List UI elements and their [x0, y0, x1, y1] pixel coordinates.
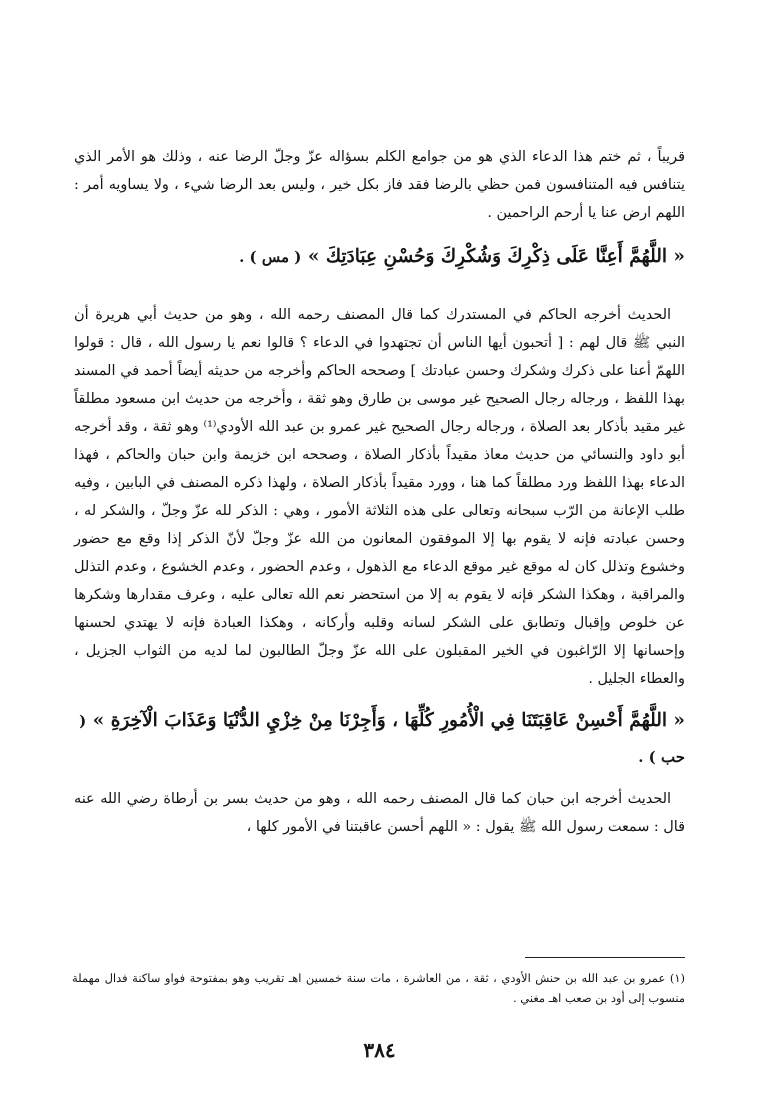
- paragraph-commentary-2: الحديث أخرجه ابن حبان كما قال المصنف رحمه الله ، وهو من حديث بسر بن أرطاة رضي الله عنه قال : سمعت رسول الله ﷺ يقول : « اللهم أحسن عاقبتنا في الأمور كلها ،: [74, 791, 685, 835]
- paragraph-intro: قريباً ، ثم ختم هذا الدعاء الذي هو من جوامع الكلم بسؤاله عزّ وجلّ الرضا عنه ، وذلك هو الأمر الذي يتنافس فيه المتنافسون فمن حظي بالرضا فقد فاز بكل خير ، وليس بعد الرضا شيء ، ولا يساويه أمر : اللهم ارض عنا يا أرحم الراحمين .: [74, 149, 685, 221]
- supplication-heading-1: [74, 239, 685, 275]
- supplication-text-1: « اللَّهُمَّ أَعِنَّا عَلَى ذِكْرِكَ وَشُكْرِكَ وَحُسْنِ عِبَادَتِكَ »: [307, 246, 685, 267]
- supplication-source-1: ( مس ) .: [239, 248, 302, 266]
- supplication-source-2: ( حب ) .: [79, 712, 685, 766]
- supplication-text-2: « اللَّهُمَّ أَحْسِنْ عَاقِبَتَنَا فِي الْأُمُورِ كُلِّهَا ، وَأَجِرْنَا مِنْ خِزْيِ الدُّنْيَا وَعَذَابَ الْآخِرَةِ »: [92, 710, 685, 731]
- supplication-heading-2: [74, 703, 685, 775]
- footnote: (١) عمرو بن عبد الله بن حنش الأودي ، ثقة ، من العاشرة ، مات سنة خمسين اهـ تقريب وهو بمفتوحة فواو ساكنة فدال مهملة منسوب إلى أود بن صعب اهـ مغني .: [72, 971, 685, 1005]
- page-number: ٣٨٤: [363, 1038, 396, 1062]
- paragraph-commentary-1: الحديث أخرجه الحاكم في المستدرك كما قال المصنف رحمه الله ، وهو من حديث أبي هريرة أن النبي ﷺ قال لهم : [ أتحبون أيها الناس أن تجتهدوا في الدعاء ؟ قالوا نعم يا رسول الله ، قال : قولوا اللهمّ أعنا على ذكرك وشكرك وحسن عبادتك ] وصححه الحاكم وأخرجه من حديثه أيضاً أحمد في المسند بهذا اللفظ ، ورجاله رجال الصحيح غير موسى بن طارق وهو ثقة ، وأخرجه من حديث ابن مسعود مطلقاً غير مقيد بأذكار بعد الصلاة ، ورجاله رجال الصحيح غير عمرو بن عبد الله الأودي⁽¹⁾ وهو ثقة ، وقد أخرجه أبو داود والنسائي من حديث معاذ مقيداً بأذكار الصلاة ، وصححه ابن خزيمة وابن حبان والحاكم ، فهذا الدعاء بهذا اللفظ ورد مطلقاً كما هنا ، وورد مقيداً بأذكار الصلاة ، ولهذا ذكره المصنف في البابين ، وفيه طلب الإعانة من الرّب سبحانه وتعالى على هذه الثلاثة الأمور ، وهي : الذكر لله عزّ وجلّ ، والشكر له ، وحسن عبادته فإنه لا يقوم بها إلا الموفقون المعانون من الله عزّ وجلّ لأنّ الذكر إذا وقع مع حضور وخشوع وتذلل كان له موقع غير موقع الدعاء مع الذهول ، وعدم الحضور ، وعدم الخشوع ، وعدم التذلل والمراقبة ، وهكذا الشكر فإنه لا يقوم به إلا من استحضر نعم الله تعالى عليه ، وعرف مقدارها وشكرها عن خلوص وإقبال وتطابق على الشكر لسانه وقلبه وأركانه ، وهكذا العبادة فإنه لا يهتدي لحسنها وإحسانها إلا الرّاغبون في الخير المقبلون على الله عزّ وجلّ الطالبون لما لديه من الثواب الجزيل ، والعطاء الجليل .: [74, 307, 685, 687]
- main-text: [74, 143, 685, 841]
- footnote-divider: [525, 957, 685, 958]
